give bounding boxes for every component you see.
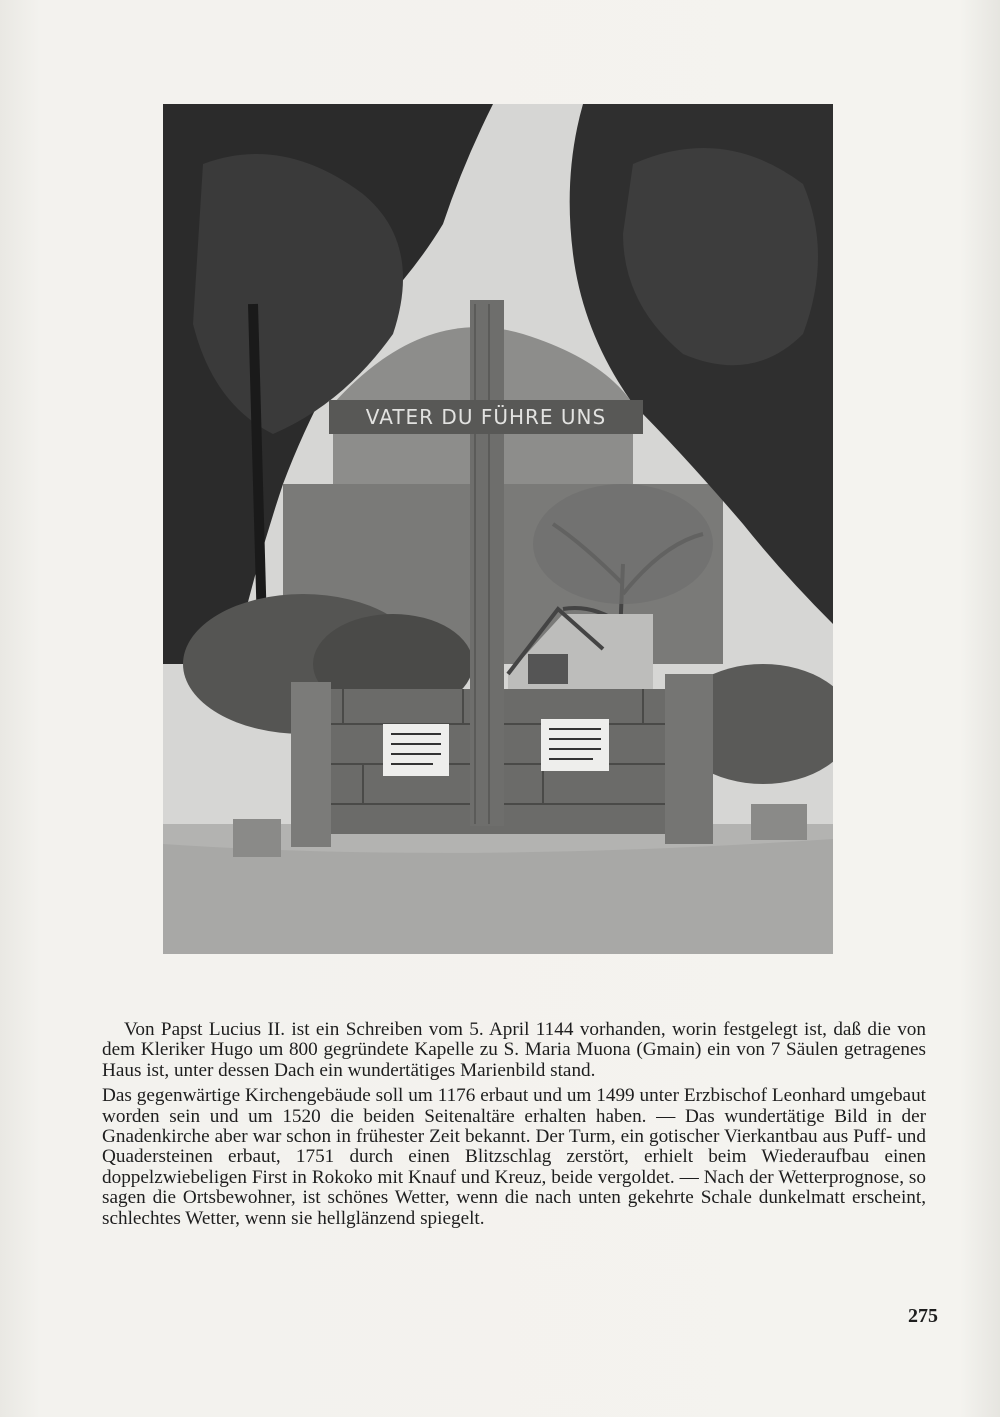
page-number: 275	[908, 1305, 938, 1327]
bare-tree-crown	[533, 484, 713, 604]
photo-illustration	[163, 104, 833, 954]
body-text	[102, 1020, 926, 1234]
house-window	[528, 654, 568, 684]
planter-left	[233, 819, 281, 857]
memorial-cross-photo	[163, 104, 833, 954]
paragraph-papal-letter: Von Papst Lucius II. ist ein Schreiben vom 5. April 1144 vorhanden, worin festgelegt ist, daß die von dem Kleriker Hugo um 800 gegründete Kapelle zu S. Maria Muona (Gmain) ein von 7 Säulen getragenes Haus ist, unter dessen Dach ein wundertätiges Marienbild stand.	[102, 1019, 926, 1081]
planter-right	[751, 804, 807, 840]
plaque-right	[541, 719, 609, 771]
plaque-left	[383, 724, 449, 776]
paragraph-church-history: Das gegenwärtige Kirchengebäude soll um 1176 erbaut und um 1499 unter Erzbischof Leonhard umgebaut worden sein und um 1520 die beiden Seitenaltäre erhalten haben. — Das wundertätige Bild in der Gnadenkirche aber war schon in frühester Zeit bekannt. Der Turm, ein gotischer Vierkantbau aus Puff- und Quadersteinen erbaut, 1751 durch einen Blitzschlag zerstört, erhielt beim Wiederaufbau einen doppelzwiebeligen First in Rokoko mit Knauf und Kreuz, beide vergoldet. — Nach der Wetterprognose, so sagen die Ortsbewohner, ist schönes Wetter, wenn die nach unten gekehrte Schale dunkelmatt erscheint, schlechtes Wetter, wenn sie hellglänzend spiegelt.	[102, 1085, 926, 1229]
cross-inscription: VATER DU FÜHRE UNS	[365, 405, 607, 429]
wall-pillar-left	[291, 682, 331, 847]
wall-pillar-right	[665, 674, 713, 844]
